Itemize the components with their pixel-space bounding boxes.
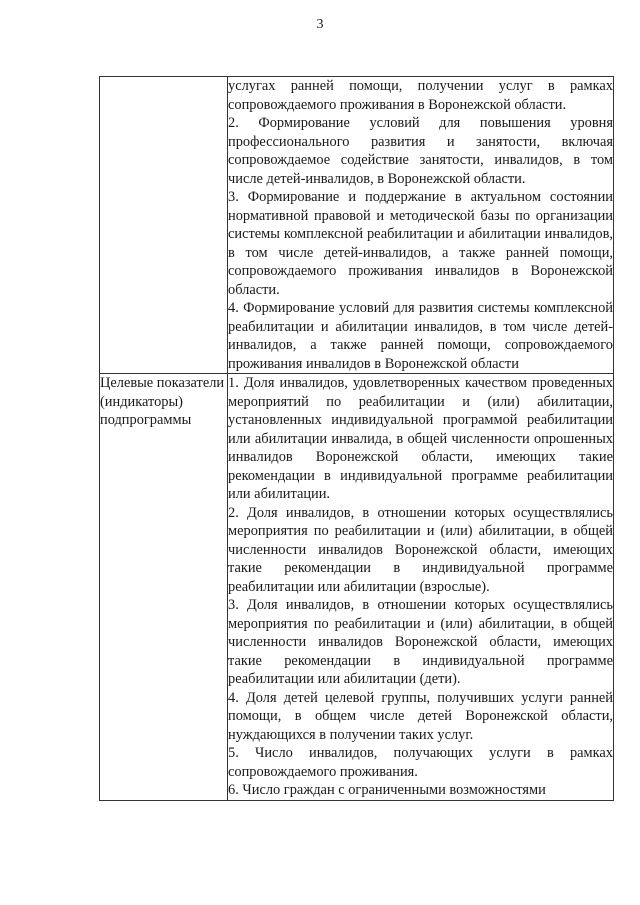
indicator-paragraph-6: 6. Число граждан с ограниченными возможностями (228, 782, 546, 798)
indicator-paragraph-3: 3. Доля инвалидов, в отношении которых осуществлялись мероприятия по реабилитации и (или) абилитации, в общей численности инвалидов Воронежской области, имеющих такие рекомендации в индивидуальной программе реабилитации или абилитации (дети). (228, 597, 613, 687)
indicator-paragraph-2: 2. Доля инвалидов, в отношении которых осуществлялись мероприятия по реабилитации и (или) абилитации, в общей численности инвалидов Воронежской области, имеющих такие рекомендации в индивидуальной программе реабилитации или абилитации (взрослые). (228, 504, 613, 595)
indicators-cell (228, 374, 614, 801)
indicator-paragraph-4: 4. Доля детей целевой группы, получивших услуги ранней помощи, в общем числе детей Воронежской области, нуждающихся в получении таких услуг. (228, 689, 613, 743)
task-paragraph-2: 2. Формирование условий для повышения уровня профессионального развития и занятости, включая сопровождаемое содействие занятости, инвалидов, в том числе детей-инвалидов, в Воронежской области. (228, 115, 613, 187)
row-label-empty (100, 77, 228, 374)
task-paragraph-4: 4. Формирование условий для развития системы комплексной реабилитации и абилитации инвалидов, в том числе детей-инвалидов, а также ранней помощи, сопровождаемого проживания инвалидов в Воронежской области (228, 300, 613, 372)
task-paragraph-3: 3. Формирование и поддержание в актуальном состоянии нормативной правовой и методической базы по организации системы комплексной реабилитации и абилитации инвалидов, в том числе детей-инвалидов, а также ранней помощи, сопровождаемого проживания инвалидов в Воронежской области. (228, 189, 613, 298)
indicator-paragraph-1: 1. Доля инвалидов, удовлетворенных качеством проведенных мероприятий по реабилитации и (или) абилитации, установленных индивидуальной программой реабилитации или абилитации инвалида, в общей численности опрошенных инвалидов Воронежской области, имеющих такие рекомендации в индивидуальной программе реабилитации или абилитации. (228, 375, 613, 502)
page-number: 3 (316, 17, 324, 32)
subprogram-passport-table (99, 76, 614, 801)
row-label-target-indicators: Целевые показатели (индикаторы) подпрограммы (100, 374, 228, 801)
table-row (100, 77, 614, 374)
table-row (100, 374, 614, 801)
task-paragraph-continued: услугах ранней помощи, получении услуг в рамках сопровождаемого проживания в Воронежской области. (228, 78, 613, 113)
indicator-paragraph-5: 5. Число инвалидов, получающих услуги в рамках сопровождаемого проживания. (228, 745, 613, 780)
tasks-cell (228, 77, 614, 374)
